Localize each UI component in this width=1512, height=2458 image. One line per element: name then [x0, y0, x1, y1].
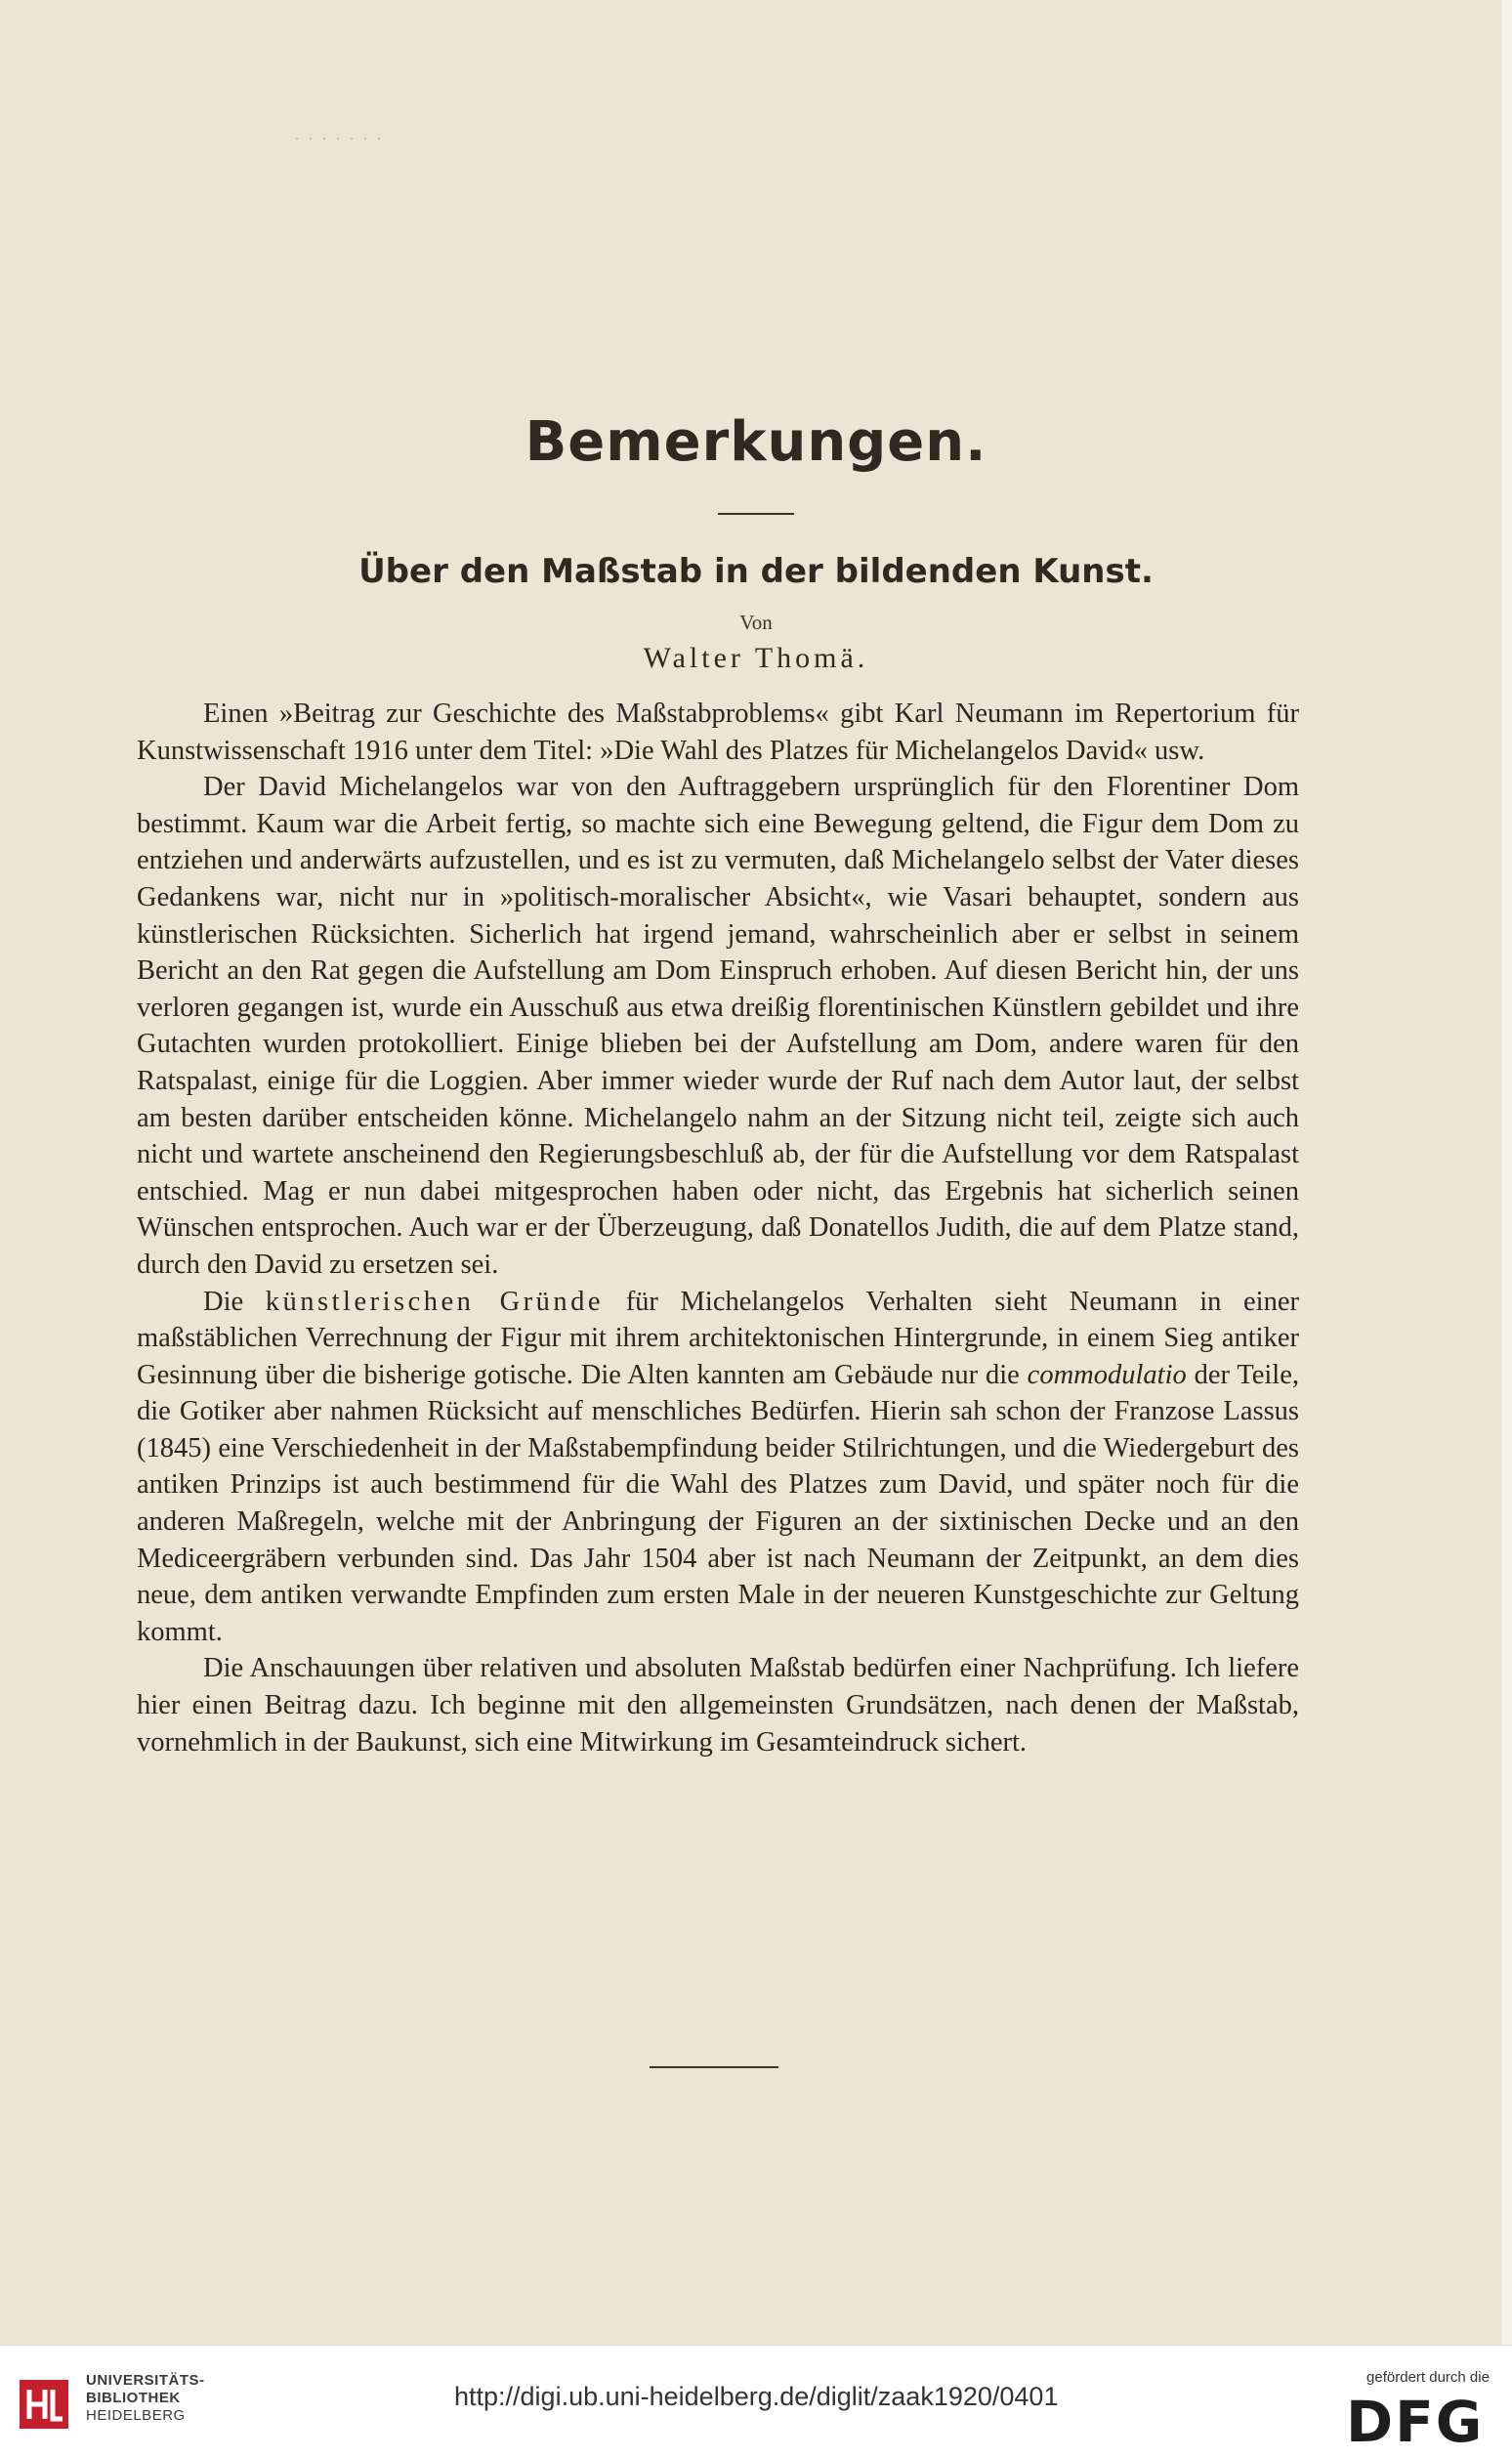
paragraph [137, 696, 1299, 769]
page-title: Bemerkungen. [525, 410, 987, 474]
end-divider [650, 2066, 778, 2068]
text-run: der Teile, die Gotiker aber nahmen Rücksicht auf menschliches Bedürfen. Hierin sah schon der Franzose Lassus (1845) eine Verschiedenheit in der Maßstabempfindung beider Stilrichtungen, und die Wiedergeburt des antiken Prinzips ist auch bestimmend für die Wahl des Platzes zum David, und später noch für die anderen Maßregeln, welche mit der Anbringung der Figuren an der sixtinischen Decke und an den Mediceergräbern verbunden sind. Das Jahr 1504 aber ist nach Neumann der Zeitpunkt, an dem dies neue, dem antiken verwandte Empfinden zum ersten Male in der neueren Kunstgeschichte zur Geltung kommt. [137, 1359, 1299, 1647]
bleed-through-text: ······· [293, 127, 389, 152]
title-divider [718, 513, 794, 515]
dfg-logo: DFG [1346, 2389, 1485, 2455]
article-body [137, 696, 1299, 1760]
text-run: Die [203, 1286, 266, 1317]
funded-by-label: gefördert durch die [1366, 2369, 1490, 2386]
author-name: Walter Thomä. [643, 642, 869, 674]
italic-term: commodulatio [1027, 1359, 1187, 1390]
paragraph [137, 1284, 1299, 1651]
article-title: Über den Maßstab in der bildenden Kunst. [358, 552, 1154, 591]
permalink-url[interactable]: http://digi.ub.uni-heidelberg.de/diglit/zaak1920/0401 [454, 2382, 1059, 2411]
byline-prefix: Von [739, 611, 773, 634]
heidelberg-library-logo-icon [16, 2376, 72, 2433]
text-run: Der David Michelangelos war von den Auftraggebern ursprünglich für den Florentiner Dom bestimmt. Kaum war die Arbeit fertig, so machte sich eine Bewegung geltend, die Figur dem Dom zu entziehen und anderwärts aufzustellen, und es ist zu vermuten, daß Michelangelo selbst der Vater dieses Gedankens war, nicht nur in »politisch-moralischer Absicht«, wie Vasari behauptet, sondern aus künstlerischen Rücksichten. Sicherlich hat irgend jemand, wahrscheinlich aber er selbst in seinem Bericht an den Rat gegen die Aufstellung am Dom Einspruch erhoben. Auf diesen Bericht hin, der uns verloren gegangen ist, wurde ein Ausschuß aus etwa dreißig florentinischen Künstlern gebildet und ihre Gutachten wurden protokolliert. Einige blieben bei der Aufstellung am Dom, andere waren für den Ratspalast, einige für die Loggien. Aber immer wieder wurde der Ruf nach dem Autor laut, der selbst am besten darüber entscheiden könne. Michelangelo nahm an der Sitzung nicht teil, zeigte sich auch nicht und wartete anscheinend den Regierungsbeschluß ab, der für die Aufstellung vor dem Ratspalast entschied. Mag er nun dabei mitgesprochen haben oder nicht, das Ergebnis hat sicherlich seinen Wünschen entsprochen. Auch war er der Überzeugung, daß Donatellos Judith, die auf dem Platze stand, durch den David zu ersetzen sei. [137, 772, 1299, 1280]
text-run: Die Anschauungen über relativen und absoluten Maßstab bedürfen einer Nachprüfung. Ich liefere hier einen Beitrag dazu. Ich beginne mit den allgemeinsten Grundsätzen, nach denen der Maßstab, vornehmlich in der Baukunst, sich eine Mitwirkung im Gesamteindruck sichert. [137, 1653, 1299, 1758]
emphasized-phrase: künstlerischen Gründe [265, 1286, 605, 1317]
text-run: Einen »Beitrag zur Geschichte des Maßstabproblems« gibt Karl Neumann im Repertorium für Kunstwissenschaft 1916 unter dem Titel: »Die Wahl des Platzes für Michelangelos David« usw. [137, 699, 1299, 766]
library-name: UNIVERSITÄTS- BIBLIOTHEK HEIDELBERG [86, 2372, 205, 2424]
paragraph [137, 769, 1299, 1283]
paragraph [137, 1650, 1299, 1760]
text-run: für Michelangelos Verhalten sieht Neumann in einer maßstäblichen Verrechnung der Figur mit ihrem architektonischen Hintergrunde, in einem Sieg antiker Gesinnung über die bisherige gotische. Die Alten kannten am Gebäude nur die [137, 1286, 1299, 1390]
page-edge [1502, 0, 1512, 2345]
